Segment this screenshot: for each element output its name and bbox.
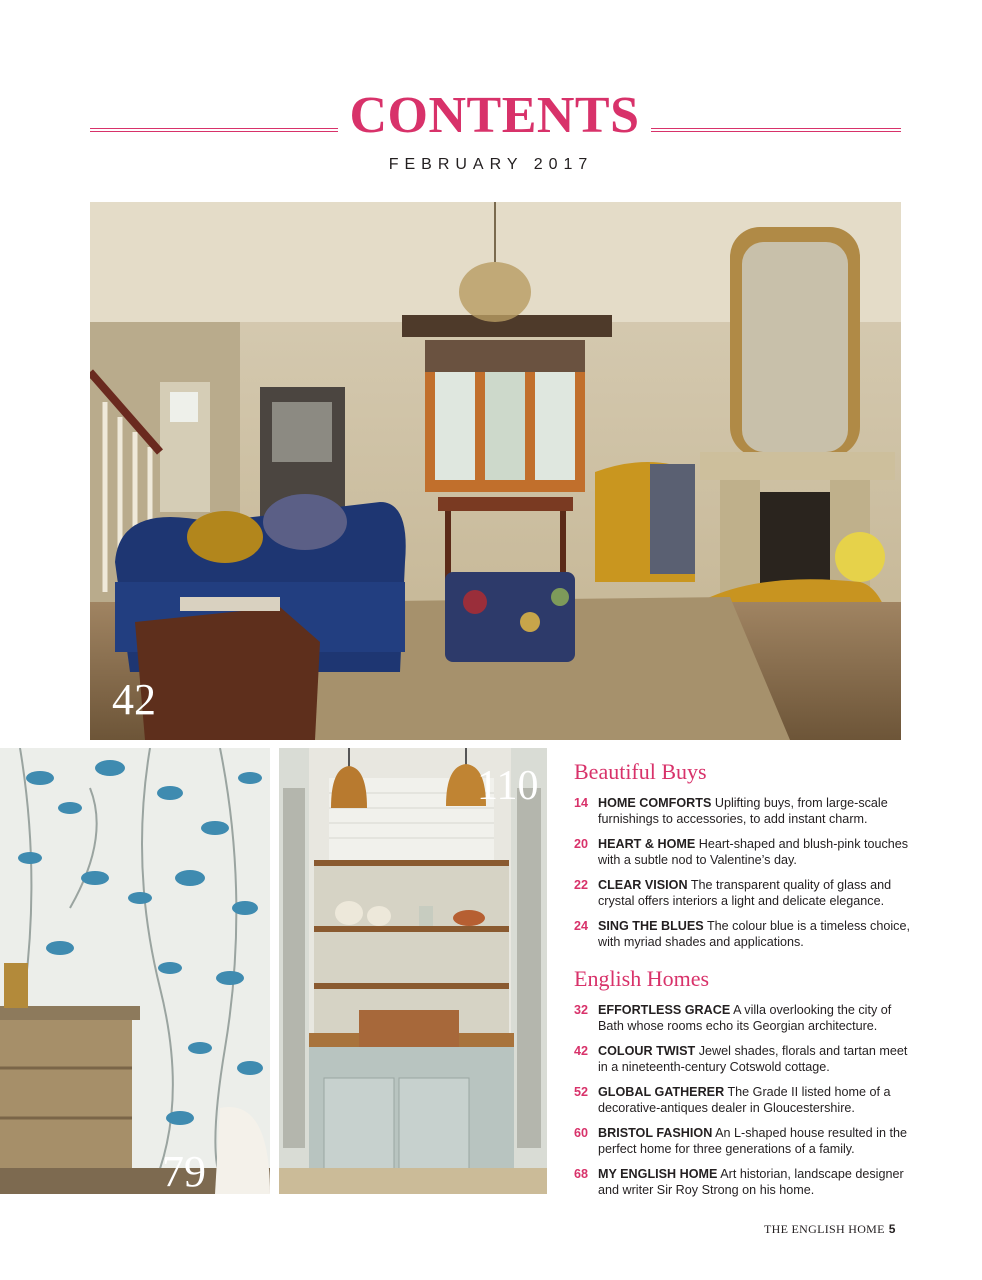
list-item[interactable] bbox=[574, 918, 914, 950]
entry-page: 60 bbox=[574, 1126, 589, 1140]
entry-text: The Grade II listed home of a decorative-antiques dealer in Gloucestershire. bbox=[598, 1085, 891, 1115]
entry-page: 20 bbox=[574, 837, 589, 851]
list-item[interactable] bbox=[574, 1002, 914, 1034]
list-item[interactable] bbox=[574, 836, 914, 868]
entry-page: 32 bbox=[574, 1003, 589, 1017]
entry-title: HOME COMFORTS bbox=[598, 796, 712, 810]
issue-date: FEBRUARY 2017 bbox=[388, 156, 594, 173]
page-footer bbox=[764, 1222, 895, 1237]
entry-page: 14 bbox=[574, 796, 589, 810]
page-title: CONTENTS bbox=[349, 87, 640, 144]
title-rule-left bbox=[90, 128, 338, 132]
photo-page-number: 110 bbox=[477, 763, 539, 809]
contents-header bbox=[0, 88, 982, 148]
entry-title: MY ENGLISH HOME bbox=[598, 1167, 718, 1181]
entry-title: CLEAR VISION bbox=[598, 878, 688, 892]
photo-page-number: 79 bbox=[162, 1147, 206, 1194]
entry-text: Heart-shaped and blush-pink touches with a subtle nod to Valentine’s day. bbox=[598, 837, 909, 867]
entry-page: 22 bbox=[574, 878, 589, 892]
entry-title: COLOUR TWIST bbox=[598, 1044, 696, 1058]
list-item[interactable] bbox=[574, 1125, 914, 1157]
entry-title: HEART & HOME bbox=[598, 837, 696, 851]
title-rule-right bbox=[651, 128, 901, 132]
list-item[interactable] bbox=[574, 1084, 914, 1116]
entry-title: SING THE BLUES bbox=[598, 919, 704, 933]
entry-text: A villa overlooking the city of Bath whose rooms echo its Georgian architecture. bbox=[598, 1003, 892, 1033]
list-item[interactable] bbox=[574, 1166, 914, 1198]
entry-text: The colour blue is a timeless choice, with myriad shades and applications. bbox=[598, 919, 910, 949]
living-room-photo bbox=[90, 202, 901, 740]
entry-page: 68 bbox=[574, 1167, 589, 1181]
entry-text: Uplifting buys, from large-scale furnishings to accessories, to add instant charm. bbox=[598, 796, 888, 826]
list-item[interactable] bbox=[574, 877, 914, 909]
entry-title: BRISTOL FASHION bbox=[598, 1126, 713, 1140]
section-heading: Beautiful Buys bbox=[574, 759, 707, 784]
entry-page: 24 bbox=[574, 919, 589, 933]
entry-page: 52 bbox=[574, 1085, 589, 1099]
entry-text: Art historian, landscape designer and writer Sir Roy Strong on his home. bbox=[598, 1167, 904, 1197]
entry-title: EFFORTLESS GRACE bbox=[598, 1003, 731, 1017]
entry-title: GLOBAL GATHERER bbox=[598, 1085, 725, 1099]
entry-text: An L-shaped house resulted in the perfect home for three generations of a family. bbox=[598, 1126, 907, 1156]
magazine-name: THE ENGLISH HOME bbox=[764, 1222, 885, 1236]
entry-text: The transparent quality of glass and crystal offers interiors a light and delicate elegance. bbox=[598, 878, 892, 908]
footer-page-number: 5 bbox=[888, 1222, 896, 1236]
list-item[interactable] bbox=[574, 1043, 914, 1075]
kitchen-photo bbox=[279, 748, 547, 1194]
entry-page: 42 bbox=[574, 1044, 589, 1058]
wallpaper-photo bbox=[0, 748, 270, 1194]
entry-text: Jewel shades, florals and tartan meet in a nineteenth-century Cotswold cottage. bbox=[598, 1044, 908, 1074]
section-heading: English Homes bbox=[574, 966, 710, 991]
list-item[interactable] bbox=[574, 795, 914, 827]
photo-page-number: 42 bbox=[112, 675, 156, 724]
contents-list bbox=[574, 758, 914, 1207]
